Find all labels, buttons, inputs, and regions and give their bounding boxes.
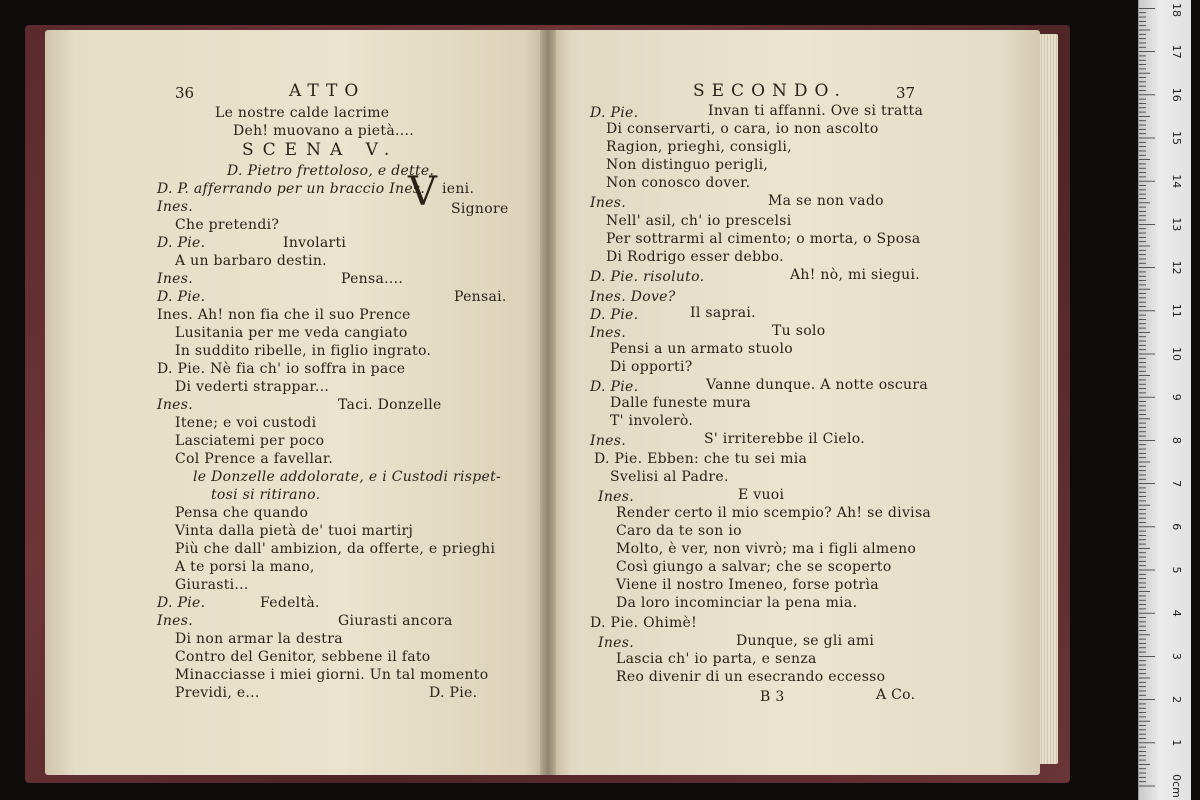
ruler-label: 9 bbox=[1170, 393, 1183, 401]
text-line: Più che dall' ambizion, da offerte, e prieghi bbox=[175, 541, 496, 557]
ruler-label: 0cm bbox=[1170, 774, 1183, 798]
text-line: Minacciasse i miei giorni. Un tal momento bbox=[175, 667, 489, 683]
text-line: Non distinguo perigli, bbox=[606, 157, 769, 173]
text-line: Molto, è ver, non vivrò; ma i figli almeno bbox=[616, 541, 917, 557]
text-line: Lasciatemi per poco bbox=[175, 433, 325, 449]
speaker-name: D. Pie. bbox=[157, 595, 206, 611]
text-line: E vuoi bbox=[738, 487, 785, 503]
text-line: Taci. Donzelle bbox=[338, 397, 442, 413]
speaker-line: D. Pie. Ohimè! bbox=[590, 615, 698, 631]
text-line: D. Pie. Nè fia ch' io soffra in pace bbox=[157, 361, 406, 377]
speaker-name: D. Pie. bbox=[157, 235, 206, 251]
speaker-name: Ines. bbox=[590, 195, 626, 211]
text-line: Contro del Genitor, sebbene il fato bbox=[175, 649, 431, 665]
text-line: Ah! nò, mi siegui. bbox=[790, 267, 921, 283]
text-line: Invan ti affanni. Ove si tratta bbox=[708, 103, 924, 119]
text-line: Di non armar la destra bbox=[175, 631, 343, 647]
speaker-name: D. Pie. bbox=[590, 307, 639, 323]
speaker-name: Ines. bbox=[157, 613, 193, 629]
ruler-label: 18 bbox=[1170, 3, 1183, 17]
text-line: Così giungo a salvar; che se scoperto bbox=[616, 559, 892, 575]
text-line: Tu solo bbox=[772, 323, 826, 339]
text-line: Ma se non vado bbox=[768, 193, 884, 209]
text-line: Render certo il mio scempio? Ah! se divisa bbox=[616, 505, 932, 521]
text-line: Di Rodrigo esser debbo. bbox=[606, 249, 784, 265]
text-line: Il saprai. bbox=[690, 305, 756, 321]
speaker-name: Ines. bbox=[598, 635, 634, 651]
ruler-label: 14 bbox=[1170, 174, 1183, 189]
text-line: Involarti bbox=[283, 235, 347, 251]
text-line: Vanne dunque. A notte oscura bbox=[706, 377, 929, 393]
page-number-left: 36 bbox=[175, 84, 195, 102]
ruler-label: 15 bbox=[1170, 131, 1183, 145]
text-line: Lusitania per me veda cangiato bbox=[175, 325, 408, 341]
speaker-name: D. Pie. bbox=[157, 289, 206, 305]
catchword-left: D. Pie. bbox=[429, 685, 478, 701]
text-line: Itene; e voi custodi bbox=[175, 415, 317, 431]
text-line: D. Pie. Ebben: che tu sei mia bbox=[594, 451, 808, 467]
text-line: Reo divenir di un esecrando eccesso bbox=[616, 669, 886, 685]
ruler-label: 16 bbox=[1170, 87, 1183, 102]
text-line: Nell' asil, ch' io prescelsi bbox=[606, 213, 792, 229]
speaker-name: Ines. bbox=[590, 433, 626, 449]
ruler-label: 3 bbox=[1170, 652, 1183, 660]
running-head-left: ATTO bbox=[289, 81, 366, 101]
text-line: Dunque, se gli ami bbox=[736, 633, 875, 649]
ruler-label: 10 bbox=[1170, 347, 1183, 361]
ruler-label: 5 bbox=[1170, 566, 1183, 574]
stage-direction: tosi si ritirano. bbox=[211, 487, 321, 503]
text-line: Pensa.... bbox=[341, 271, 404, 287]
text-line: Col Prence a favellar. bbox=[175, 451, 334, 467]
speaker-line: Ines. Dove? bbox=[590, 289, 676, 305]
text-line: Svelisi al Padre. bbox=[610, 469, 729, 485]
ruler-label: 7 bbox=[1170, 480, 1183, 488]
ruler-label: 12 bbox=[1170, 260, 1183, 275]
measuring-ruler bbox=[1138, 0, 1191, 800]
text-line: Giurasti ancora bbox=[338, 613, 453, 629]
ruler-label: 1 bbox=[1170, 739, 1183, 747]
text-line: Caro da te son io bbox=[616, 523, 742, 539]
text-line: S' irriterebbe il Cielo. bbox=[704, 431, 865, 447]
speaker-name: Ines. bbox=[157, 397, 193, 413]
text-line: Di conservarti, o cara, io non ascolto bbox=[606, 121, 879, 137]
ruler-label: 4 bbox=[1170, 609, 1183, 617]
running-head-right: SECONDO. bbox=[693, 81, 847, 101]
text-line: Lascia ch' io parta, e senza bbox=[616, 651, 817, 667]
text-line: Per sottrarmi al cimento; o morta, o Sposa bbox=[606, 231, 921, 247]
text-line: Deh! muovano a pietà.... bbox=[233, 123, 414, 139]
text-line: Ines. Ah! non fia che il suo Prence bbox=[157, 307, 411, 323]
ruler-label: 6 bbox=[1170, 523, 1183, 531]
text-line: Pensa che quando bbox=[175, 505, 309, 521]
text-line: Dalle funeste mura bbox=[610, 395, 752, 411]
page-number-right: 37 bbox=[896, 84, 916, 102]
scene-heading: SCENA V. bbox=[242, 140, 399, 160]
text-line: Giurasti... bbox=[175, 577, 249, 593]
speaker-name: Ines. bbox=[157, 199, 193, 215]
stage-direction: D. Pietro frettoloso, e dette. bbox=[227, 163, 435, 179]
ruler-label: 2 bbox=[1170, 696, 1183, 704]
text-line: Di vederti strappar... bbox=[175, 379, 330, 395]
text-line: Vinta dalla pietà de' tuoi martirj bbox=[175, 523, 414, 539]
text-line: Le nostre calde lacrime bbox=[215, 105, 390, 121]
text-line: ieni. bbox=[442, 181, 475, 197]
signature-mark: B 3 bbox=[760, 689, 785, 705]
text-line: Previdi, e... bbox=[175, 685, 260, 701]
text-line: Pensai. bbox=[454, 289, 507, 305]
catchword-right: A Co. bbox=[876, 687, 916, 703]
text-line: Da loro incominciar la pena mia. bbox=[616, 595, 858, 611]
speaker-name: Ines. bbox=[590, 325, 626, 341]
text-line: Viene il nostro Imeneo, forse potrìa bbox=[616, 577, 879, 593]
ruler-ticks bbox=[1139, 0, 1191, 800]
ruler-label: 8 bbox=[1170, 436, 1183, 444]
text-line: A te porsi la mano, bbox=[175, 559, 315, 575]
text-line: Di opporti? bbox=[610, 359, 693, 375]
text-line: Fedeltà. bbox=[260, 595, 320, 611]
text-line: T' involerò. bbox=[610, 413, 694, 429]
speaker-line: D. P. afferrando per un braccio Ines. bbox=[157, 181, 426, 197]
stage-direction: le Donzelle addolorate, e i Custodi rispet- bbox=[193, 469, 502, 485]
ruler-label: 11 bbox=[1170, 303, 1183, 318]
drop-cap: V bbox=[408, 169, 438, 215]
text-line: A un barbaro destin. bbox=[175, 253, 327, 269]
speaker-line: D. Pie. risoluto. bbox=[590, 269, 705, 285]
speaker-name: D. Pie. bbox=[590, 105, 639, 121]
text-line: Che pretendi? bbox=[175, 217, 280, 233]
speaker-name: Ines. bbox=[157, 271, 193, 287]
text-line: In suddito ribelle, in figlio ingrato. bbox=[175, 343, 432, 359]
text-line: Ragion, prieghi, consigli, bbox=[606, 139, 792, 155]
text-line: Signore bbox=[451, 201, 509, 217]
text-line: Pensi a un armato stuolo bbox=[610, 341, 794, 357]
speaker-name: Ines. bbox=[598, 489, 634, 505]
ruler-label: 17 bbox=[1170, 44, 1183, 59]
speaker-name: D. Pie. bbox=[590, 379, 639, 395]
book-gutter bbox=[540, 30, 556, 775]
ruler-label: 13 bbox=[1170, 217, 1183, 232]
text-line: Non conosco dover. bbox=[606, 175, 751, 191]
